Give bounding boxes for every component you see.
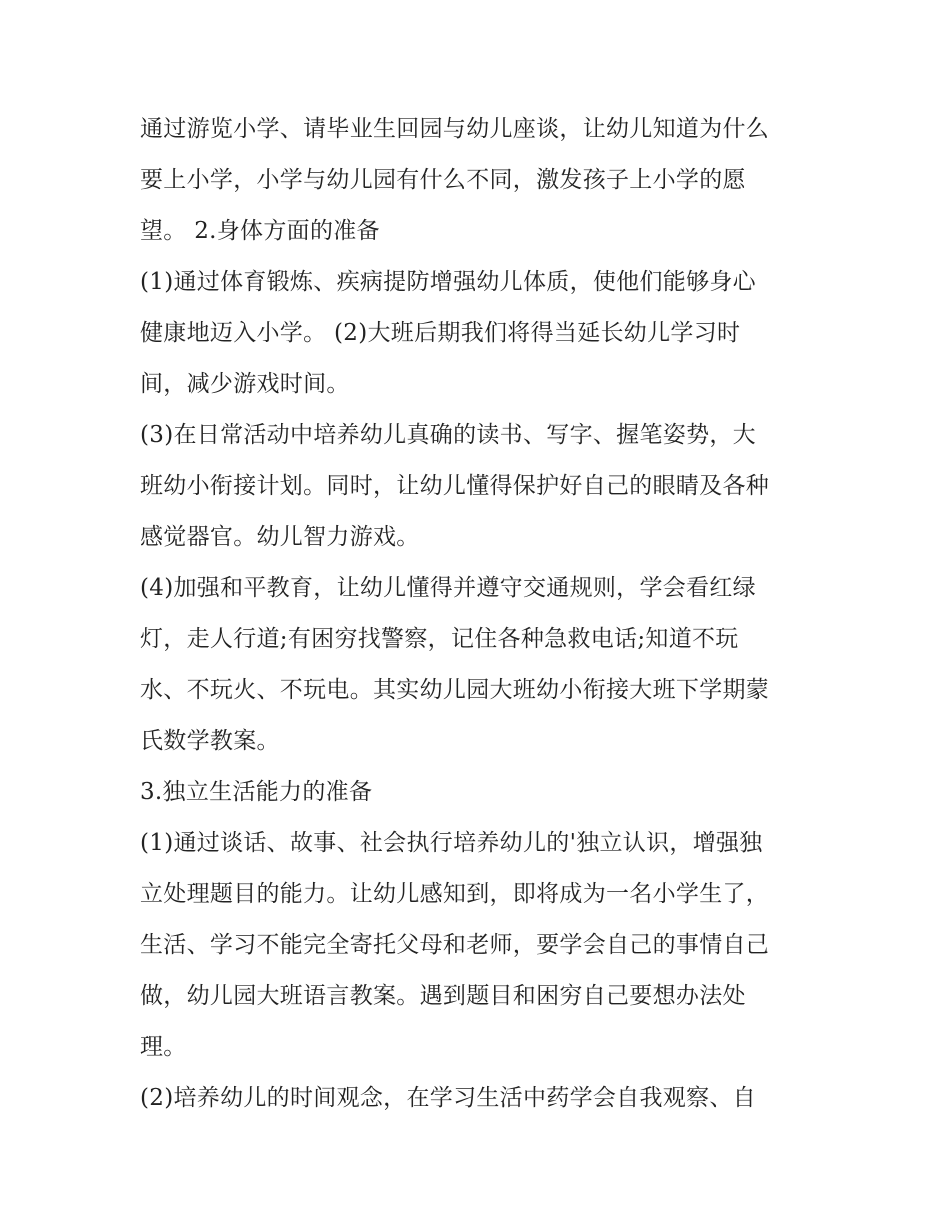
text-line: 间，减少游戏时间。 [140,371,350,397]
text-line: (1)通过体育锻炼、疾病提防增强幼儿体质，使他们能够身心 [140,269,756,295]
text-line: (4)加强和平教育，让幼儿懂得并遵守交通规则，学会看红绿 [140,575,756,601]
text-line: 健康地迈入小学。 (2)大班后期我们将得当延长幼儿学习时 [140,320,741,346]
text-line: (2)培养幼儿的时间观念，在学习生活中药学会自我观察、自 [140,1085,756,1111]
text-line: 做，幼儿园大班语言教案。遇到题目和困穷自己要想办法处 [140,983,746,1009]
text-line: 3.独立生活能力的准备 [140,779,373,805]
text-line: 理。 [140,1034,187,1060]
text-line: 灯，走人行道;有困穷找警察，记住各种急救电话;知道不玩 [140,626,739,652]
text-line: 生活、学习不能完全寄托父母和老师，要学会自己的事情自己 [140,932,770,958]
text-line: 班幼小衔接计划。同时，让幼儿懂得保护好自己的眼睛及各种 [140,473,770,499]
text-line: 立处理题目的能力。让幼儿感知到，即将成为一名小学生了， [140,881,770,907]
text-line: (3)在日常活动中培养幼儿真确的读书、写字、握笔姿势，大 [140,422,756,448]
document-body [140,104,820,1124]
text-line: 望。 2.身体方面的准备 [140,218,380,244]
text-line: 氏数学教案。 [140,728,280,754]
text-line: 通过游览小学、请毕业生回园与幼儿座谈，让幼儿知道为什么 [140,116,770,142]
text-line: 感觉器官。幼儿智力游戏。 [140,524,420,550]
text-line: 要上小学，小学与幼儿园有什么不同，激发孩子上小学的愿 [140,167,746,193]
text-line: 水、不玩火、不玩电。其实幼儿园大班幼小衔接大班下学期蒙 [140,677,770,703]
text-line: (1)通过谈话、故事、社会执行培养幼儿的'独立认识，增强独 [140,830,763,856]
